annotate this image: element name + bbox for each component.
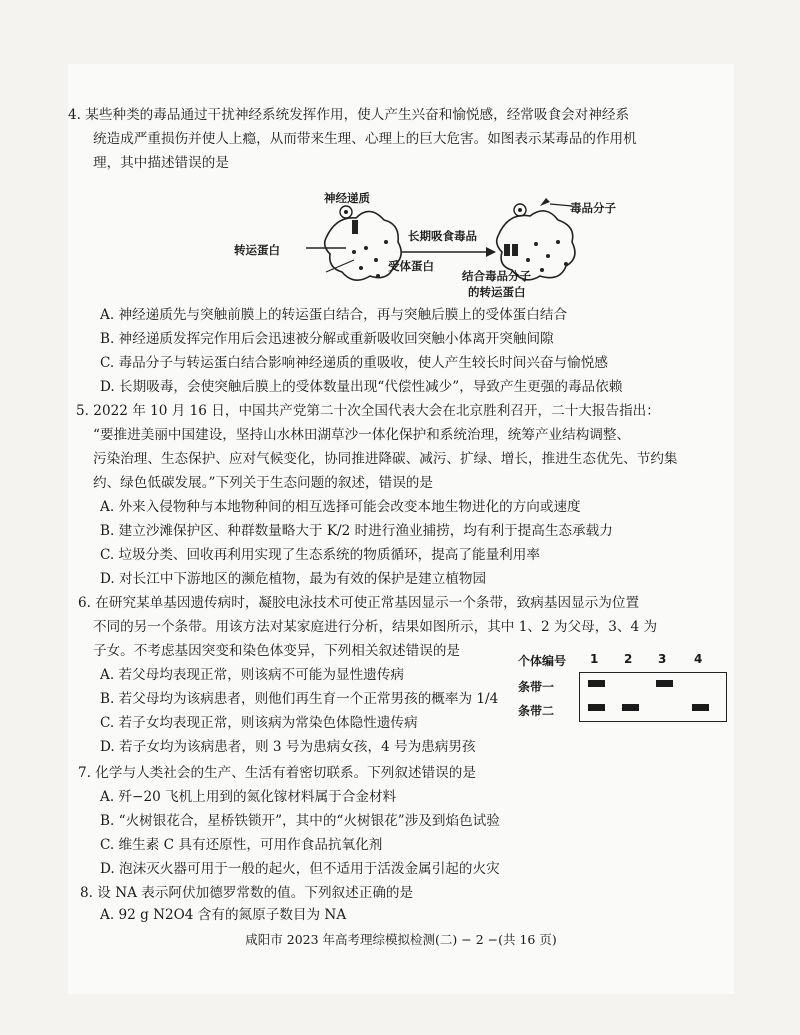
q6-stem-line1: 6. 在研究某单基因遗传病时，凝胶电泳技术可使正常基因显示一个条带，致病基因显示为位置 (78, 595, 640, 611)
q7-stem: 7. 化学与人类社会的生产、生活有着密切联系。下列叙述错误的是 (78, 765, 476, 781)
table-id-4: 4 (694, 652, 703, 666)
q6-stem-line2: 不同的另一个条带。用该方法对某家庭进行分析，结果如图所示，其中 1、2 为父母，3、4 为 (93, 619, 658, 635)
electrophoresis-table (518, 652, 728, 722)
label-bound-transporter-2: 的转运蛋白 (468, 285, 526, 299)
q5-option-a: A. 外来入侵物种与本地物种间的相互选择可能会改变本地生物进化的方向或速度 (100, 499, 581, 515)
q6-option-b: B. 若父母均为该病患者，则他们再生育一个正常男孩的概率为 1/4 (100, 691, 499, 707)
table-row-band2: 条带二 (518, 704, 555, 718)
band2-lane-4 (692, 704, 709, 711)
q4-option-b: B. 神经递质发挥完作用后会迅速被分解或重新吸收回突触小体离开突触间隙 (100, 331, 554, 347)
label-bound-transporter-1: 结合毒品分子 (462, 269, 531, 283)
label-transporter: 转运蛋白 (234, 243, 280, 257)
q8-option-a: A. 92 g N2O4 含有的氮原子数目为 NA (100, 907, 347, 923)
synapse-diagram (234, 190, 616, 302)
q5-option-b: B. 建立沙滩保护区、种群数量略大于 K/2 时进行渔业捕捞，均有利于提高生态承载力 (100, 523, 613, 539)
table-id-1: 1 (590, 652, 599, 666)
q7-option-c: C. 维生素 C 具有还原性，可用作食品抗氧化剂 (100, 837, 383, 853)
band2-lane-1 (588, 704, 605, 711)
band2-lane-2 (622, 704, 639, 711)
page-footer: 咸阳市 2023 年高考理综模拟检测(二) − 2 −(共 16 页) (245, 932, 557, 947)
label-drug-molecule: 毒品分子 (570, 201, 616, 215)
q7-option-d: D. 泡沫灭火器可用于一般的起火，但不适用于活泼金属引起的火灾 (100, 861, 500, 877)
q4-option-a: A. 神经递质先与突触前膜上的转运蛋白结合，再与突触后膜上的受体蛋白结合 (100, 307, 568, 323)
synapse-diagram-svg (266, 190, 606, 302)
label-long-term: 长期吸食毒品 (408, 229, 477, 243)
q5-stem-line2: “要推进美丽中国建设，坚持山水林田湖草沙一体化保护和系统治理，统筹产业结构调整、 (93, 427, 631, 443)
table-id-3: 3 (658, 652, 667, 666)
q4-option-d: D. 长期吸毒，会使突触后膜上的受体数量出现“代偿性减少”，导致产生更强的毒品依赖 (100, 379, 623, 395)
q6-option-c: C. 若子女均表现正常，则该病为常染色体隐性遗传病 (100, 715, 418, 731)
q7-option-b: B. “火树银花合，星桥铁锁开”，其中的“火树银花”涉及到焰色试验 (100, 813, 500, 829)
q6-option-d: D. 若子女均为该病患者，则 3 号为患病女孩，4 号为患病男孩 (100, 739, 476, 755)
q5-option-c: C. 垃圾分类、回收再利用实现了生态系统的物质循环，提高了能量利用率 (100, 547, 540, 563)
band1-lane-3 (656, 680, 673, 687)
q8-stem: 8. 设 NA 表示阿伏加德罗常数的值。下列叙述正确的是 (80, 885, 414, 901)
q6-option-a: A. 若父母均表现正常，则该病不可能为显性遗传病 (100, 667, 404, 683)
q5-option-d: D. 对长江中下游地区的濒危植物，最为有效的保护是建立植物园 (100, 571, 487, 587)
transporter-left-icon (352, 220, 358, 234)
q4-stem-line2: 统造成严重损伤并使人上瘾，从而带来生理、心理上的巨大危害。如图表示某毒品的作用机 (93, 131, 637, 147)
band1-lane-1 (588, 680, 605, 687)
q4-stem-line3: 理，其中描述错误的是 (93, 155, 229, 171)
q5-stem-line3: 污染治理、生态保护、应对气候变化，协同推进降碳、减污、扩绿、增长，推进生态优先、节约集 (93, 451, 678, 467)
q4-stem-line1: 4. 某些种类的毒品通过干扰神经系统发挥作用，使人产生兴奋和愉悦感，经常吸食会对神经系 (68, 107, 630, 123)
label-receptor: 受体蛋白 (388, 259, 434, 273)
q7-option-a: A. 歼−20 飞机上用到的氮化镓材料属于合金材料 (100, 789, 397, 805)
table-row-band1: 条带一 (518, 680, 555, 694)
q5-stem-line4: 约、绿色低碳发展。”下列关于生态问题的叙述，错误的是 (93, 475, 433, 491)
exam-page (68, 64, 734, 994)
q4-option-c: C. 毒品分子与转运蛋白结合影响神经递质的重吸收，使人产生较长时间兴奋与愉悦感 (100, 355, 608, 371)
q6-stem-line3: 子女。不考虑基因突变和染色体变异，下列相关叙述错误的是 (93, 643, 461, 659)
label-neurotransmitter: 神经递质 (324, 191, 370, 205)
table-id-2: 2 (624, 652, 633, 666)
q5-stem-line1: 5. 2022 年 10 月 16 日，中国共产党第二十次全国代表大会在北京胜利召开，二十大报告指出： (76, 403, 660, 419)
table-header-label: 个体编号 (518, 654, 567, 668)
drug-molecule-icon (540, 198, 550, 206)
